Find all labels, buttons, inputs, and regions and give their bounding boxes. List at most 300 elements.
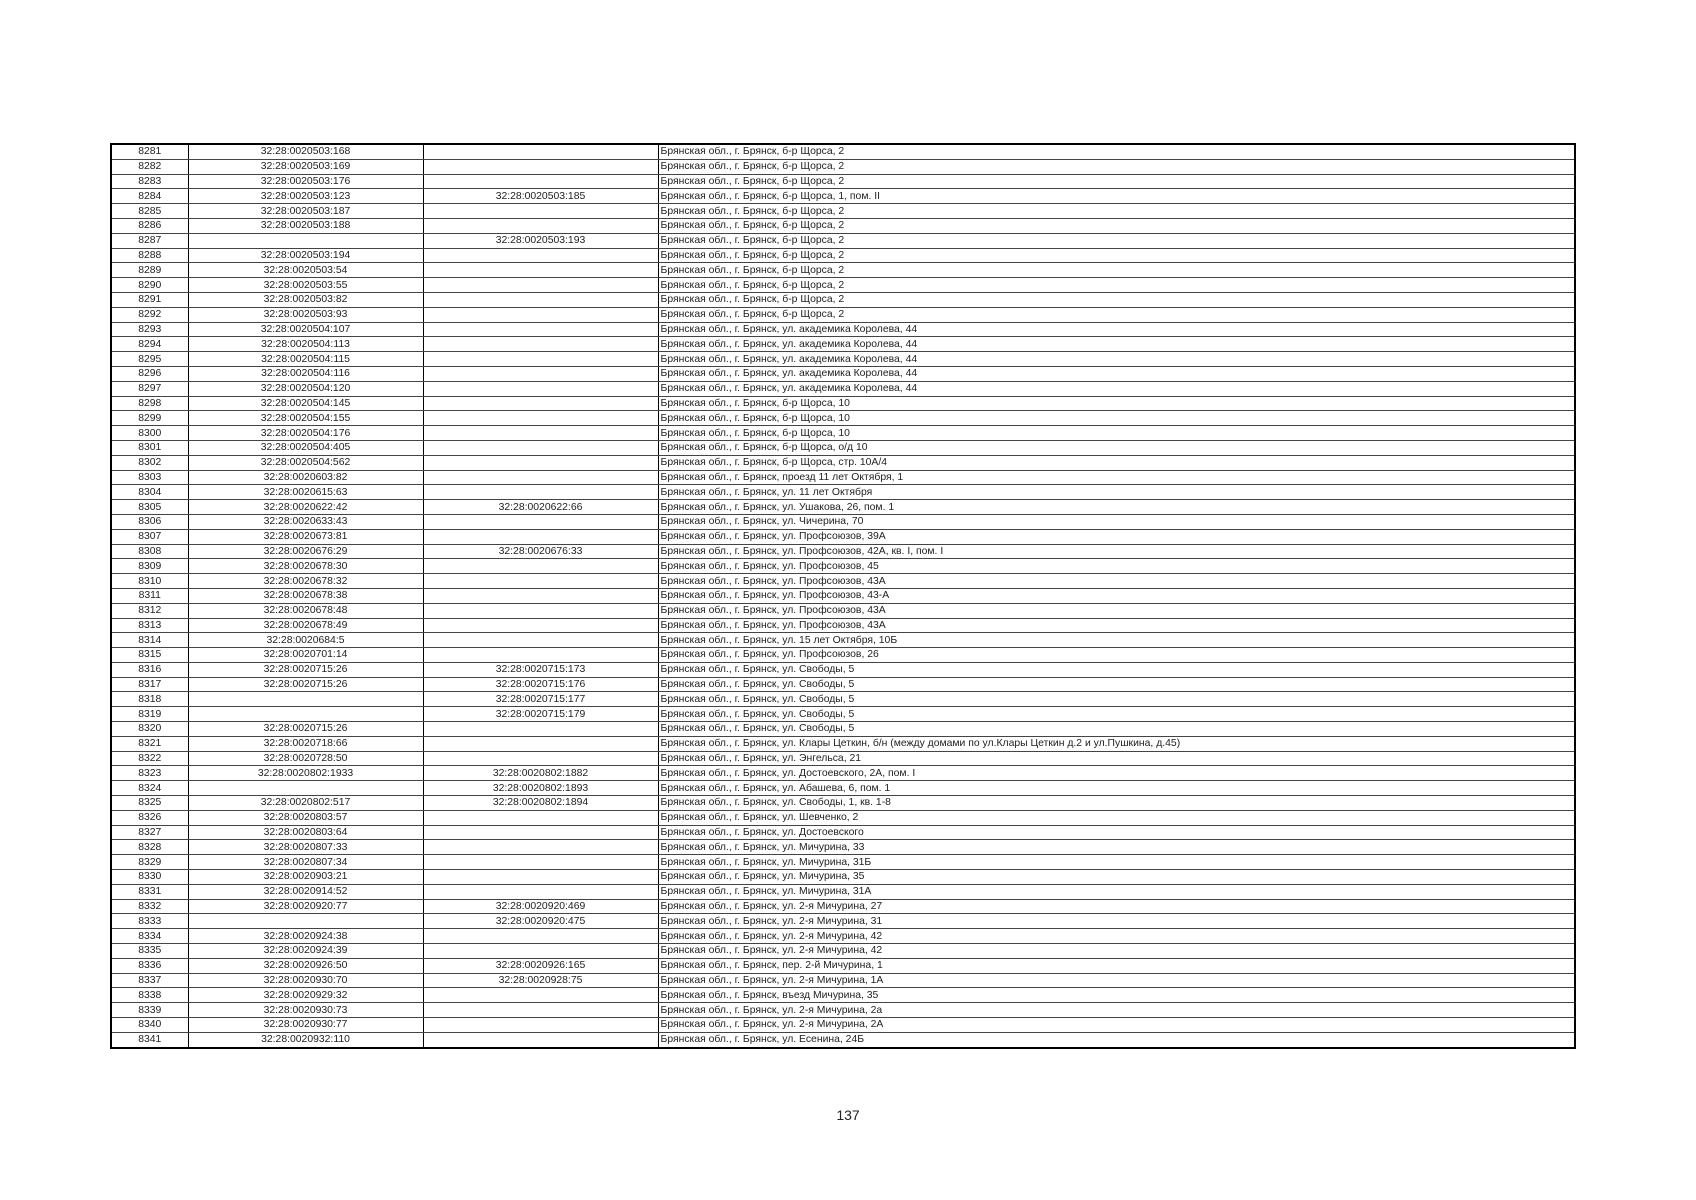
row-number-cell: 8316 (111, 662, 188, 677)
cadastral-number-cell: 32:28:0020603:82 (188, 470, 423, 485)
cadastral-number-cell: 32:28:0020684:5 (188, 633, 423, 648)
address-cell: Брянская обл., г. Брянск, ул. Профсоюзов, 43А (658, 574, 1575, 589)
related-cadastral-number-cell (423, 944, 658, 959)
related-cadastral-number-cell: 32:28:0020715:173 (423, 662, 658, 677)
related-cadastral-number-cell (423, 307, 658, 322)
row-number-cell: 8321 (111, 736, 188, 751)
table-row (111, 426, 1575, 441)
cadastral-number-cell: 32:28:0020914:52 (188, 884, 423, 899)
row-number-cell: 8299 (111, 411, 188, 426)
address-cell: Брянская обл., г. Брянск, б-р Щорса, о/д 10 (658, 440, 1575, 455)
related-cadastral-number-cell (423, 929, 658, 944)
row-number-cell: 8338 (111, 988, 188, 1003)
address-cell: Брянская обл., г. Брянск, ул. Мичурина, 31Б (658, 855, 1575, 870)
row-number-cell: 8306 (111, 514, 188, 529)
row-number-cell: 8305 (111, 500, 188, 515)
cadastral-number-cell: 32:28:0020920:77 (188, 899, 423, 914)
table-row (111, 322, 1575, 337)
related-cadastral-number-cell (423, 751, 658, 766)
row-number-cell: 8326 (111, 810, 188, 825)
cadastral-number-cell: 32:28:0020622:42 (188, 500, 423, 515)
related-cadastral-number-cell: 32:28:0020676:33 (423, 544, 658, 559)
row-number-cell: 8315 (111, 648, 188, 663)
table-row (111, 870, 1575, 885)
table-row (111, 648, 1575, 663)
cadastral-number-cell: 32:28:0020678:48 (188, 603, 423, 618)
cadastral-number-cell: 32:28:0020678:49 (188, 618, 423, 633)
related-cadastral-number-cell (423, 485, 658, 500)
table-row (111, 1032, 1575, 1047)
address-cell: Брянская обл., г. Брянск, б-р Щорса, 10 (658, 411, 1575, 426)
cadastral-number-cell: 32:28:0020924:38 (188, 929, 423, 944)
related-cadastral-number-cell: 32:28:0020715:176 (423, 677, 658, 692)
address-cell: Брянская обл., г. Брянск, ул. Свободы, 5 (658, 677, 1575, 692)
row-number-cell: 8302 (111, 455, 188, 470)
address-cell: Брянская обл., г. Брянск, ул. академика Королева, 44 (658, 322, 1575, 337)
row-number-cell: 8310 (111, 574, 188, 589)
related-cadastral-number-cell (423, 529, 658, 544)
row-number-cell: 8324 (111, 781, 188, 796)
row-number-cell: 8333 (111, 914, 188, 929)
row-number-cell: 8320 (111, 722, 188, 737)
cadastral-number-cell: 32:28:0020678:38 (188, 588, 423, 603)
table-row (111, 159, 1575, 174)
cadastral-number-cell: 32:28:0020802:1933 (188, 766, 423, 781)
table-row (111, 248, 1575, 263)
related-cadastral-number-cell (423, 988, 658, 1003)
table-row (111, 781, 1575, 796)
address-cell: Брянская обл., г. Брянск, ул. Абашева, 6, пом. 1 (658, 781, 1575, 796)
address-cell: Брянская обл., г. Брянск, б-р Щорса, 2 (658, 233, 1575, 248)
address-cell: Брянская обл., г. Брянск, ул. академика Королева, 44 (658, 337, 1575, 352)
row-number-cell: 8285 (111, 204, 188, 219)
related-cadastral-number-cell (423, 722, 658, 737)
cadastral-number-cell: 32:28:0020503:187 (188, 204, 423, 219)
row-number-cell: 8330 (111, 870, 188, 885)
related-cadastral-number-cell (423, 840, 658, 855)
row-number-cell: 8282 (111, 159, 188, 174)
cadastral-number-cell: 32:28:0020807:33 (188, 840, 423, 855)
cadastral-number-cell: 32:28:0020503:169 (188, 159, 423, 174)
cadastral-number-cell: 32:28:0020803:64 (188, 825, 423, 840)
cadastral-number-cell: 32:28:0020678:30 (188, 559, 423, 574)
cadastral-number-cell: 32:28:0020673:81 (188, 529, 423, 544)
cadastral-number-cell: 32:28:0020715:26 (188, 722, 423, 737)
cadastral-number-cell: 32:28:0020728:50 (188, 751, 423, 766)
table-row (111, 751, 1575, 766)
related-cadastral-number-cell (423, 1003, 658, 1018)
row-number-cell: 8303 (111, 470, 188, 485)
table-row (111, 633, 1575, 648)
row-number-cell: 8317 (111, 677, 188, 692)
related-cadastral-number-cell (423, 810, 658, 825)
address-cell: Брянская обл., г. Брянск, ул. Шевченко, 2 (658, 810, 1575, 825)
address-cell: Брянская обл., г. Брянск, ул. Клары Цеткин, б/н (между домами по ул.Клары Цеткин д.2 и ул.Пушкина, д.45) (658, 736, 1575, 751)
table-row (111, 485, 1575, 500)
address-cell: Брянская обл., г. Брянск, б-р Щорса, 2 (658, 159, 1575, 174)
related-cadastral-number-cell: 32:28:0020715:177 (423, 692, 658, 707)
address-cell: Брянская обл., г. Брянск, ул. Чичерина, 70 (658, 514, 1575, 529)
cadastral-number-cell: 32:28:0020701:14 (188, 648, 423, 663)
table-row (111, 736, 1575, 751)
cadastral-number-cell: 32:28:0020503:168 (188, 144, 423, 159)
cadastral-number-cell: 32:28:0020504:145 (188, 396, 423, 411)
table-row (111, 529, 1575, 544)
related-cadastral-number-cell (423, 470, 658, 485)
address-cell: Брянская обл., г. Брянск, ул. академика Королева, 44 (658, 381, 1575, 396)
cadastral-number-cell: 32:28:0020926:50 (188, 958, 423, 973)
table-row (111, 233, 1575, 248)
related-cadastral-number-cell (423, 455, 658, 470)
row-number-cell: 8335 (111, 944, 188, 959)
table-row (111, 929, 1575, 944)
address-cell: Брянская обл., г. Брянск, б-р Щорса, 2 (658, 218, 1575, 233)
address-cell: Брянская обл., г. Брянск, ул. Профсоюзов, 42А, кв. I, пом. I (658, 544, 1575, 559)
address-cell: Брянская обл., г. Брянск, ул. Свободы, 5 (658, 662, 1575, 677)
row-number-cell: 8311 (111, 588, 188, 603)
address-cell: Брянская обл., г. Брянск, ул. Профсоюзов, 43А (658, 603, 1575, 618)
related-cadastral-number-cell (423, 559, 658, 574)
cadastral-number-cell: 32:28:0020802:517 (188, 796, 423, 811)
address-cell: Брянская обл., г. Брянск, ул. Мичурина, 31А (658, 884, 1575, 899)
related-cadastral-number-cell (423, 574, 658, 589)
row-number-cell: 8286 (111, 218, 188, 233)
table-row (111, 381, 1575, 396)
related-cadastral-number-cell (423, 174, 658, 189)
address-cell: Брянская обл., г. Брянск, ул. 2-я Мичурина, 2А (658, 1018, 1575, 1033)
row-number-cell: 8291 (111, 292, 188, 307)
address-cell: Брянская обл., г. Брянск, ул. 2-я Мичурина, 42 (658, 929, 1575, 944)
address-cell: Брянская обл., г. Брянск, ул. Достоевского (658, 825, 1575, 840)
row-number-cell: 8329 (111, 855, 188, 870)
row-number-cell: 8339 (111, 1003, 188, 1018)
table-row (111, 440, 1575, 455)
related-cadastral-number-cell (423, 603, 658, 618)
related-cadastral-number-cell (423, 263, 658, 278)
related-cadastral-number-cell (423, 870, 658, 885)
row-number-cell: 8307 (111, 529, 188, 544)
table-row (111, 455, 1575, 470)
table-row (111, 810, 1575, 825)
table-row (111, 189, 1575, 204)
related-cadastral-number-cell: 32:28:0020503:185 (423, 189, 658, 204)
address-cell: Брянская обл., г. Брянск, пер. 2-й Мичурина, 1 (658, 958, 1575, 973)
table-row (111, 574, 1575, 589)
row-number-cell: 8313 (111, 618, 188, 633)
row-number-cell: 8284 (111, 189, 188, 204)
row-number-cell: 8312 (111, 603, 188, 618)
cadastral-number-cell: 32:28:0020504:107 (188, 322, 423, 337)
related-cadastral-number-cell (423, 514, 658, 529)
cadastral-number-cell: 32:28:0020930:77 (188, 1018, 423, 1033)
row-number-cell: 8309 (111, 559, 188, 574)
cadastral-number-cell: 32:28:0020504:176 (188, 426, 423, 441)
address-cell: Брянская обл., г. Брянск, ул. 2-я Мичурина, 27 (658, 899, 1575, 914)
row-number-cell: 8295 (111, 352, 188, 367)
cadastral-number-cell: 32:28:0020930:70 (188, 973, 423, 988)
related-cadastral-number-cell: 32:28:0020715:179 (423, 707, 658, 722)
cadastral-number-cell: 32:28:0020676:29 (188, 544, 423, 559)
row-number-cell: 8301 (111, 440, 188, 455)
related-cadastral-number-cell (423, 337, 658, 352)
table-row (111, 796, 1575, 811)
address-cell: Брянская обл., г. Брянск, ул. Достоевского, 2А, пом. I (658, 766, 1575, 781)
row-number-cell: 8287 (111, 233, 188, 248)
cadastral-number-cell (188, 233, 423, 248)
registry-table (110, 143, 1576, 1049)
row-number-cell: 8288 (111, 248, 188, 263)
table-row (111, 662, 1575, 677)
row-number-cell: 8289 (111, 263, 188, 278)
row-number-cell: 8336 (111, 958, 188, 973)
table-row (111, 766, 1575, 781)
row-number-cell: 8300 (111, 426, 188, 441)
address-cell: Брянская обл., г. Брянск, ул. 11 лет Октября (658, 485, 1575, 500)
address-cell: Брянская обл., г. Брянск, ул. Есенина, 24Б (658, 1032, 1575, 1047)
related-cadastral-number-cell (423, 381, 658, 396)
address-cell: Брянская обл., г. Брянск, ул. Профсоюзов, 43-А (658, 588, 1575, 603)
address-cell: Брянская обл., г. Брянск, б-р Щорса, стр. 10А/4 (658, 455, 1575, 470)
row-number-cell: 8332 (111, 899, 188, 914)
address-cell: Брянская обл., г. Брянск, б-р Щорса, 2 (658, 278, 1575, 293)
table-row (111, 855, 1575, 870)
cadastral-number-cell: 32:28:0020503:176 (188, 174, 423, 189)
row-number-cell: 8283 (111, 174, 188, 189)
related-cadastral-number-cell (423, 144, 658, 159)
address-cell: Брянская обл., г. Брянск, б-р Щорса, 10 (658, 426, 1575, 441)
table-row (111, 366, 1575, 381)
cadastral-number-cell: 32:28:0020803:57 (188, 810, 423, 825)
related-cadastral-number-cell (423, 884, 658, 899)
cadastral-number-cell: 32:28:0020504:405 (188, 440, 423, 455)
cadastral-number-cell: 32:28:0020503:93 (188, 307, 423, 322)
cadastral-number-cell: 32:28:0020633:43 (188, 514, 423, 529)
address-cell: Брянская обл., г. Брянск, ул. Мичурина, 35 (658, 870, 1575, 885)
related-cadastral-number-cell (423, 825, 658, 840)
related-cadastral-number-cell: 32:28:0020802:1882 (423, 766, 658, 781)
address-cell: Брянская обл., г. Брянск, б-р Щорса, 2 (658, 204, 1575, 219)
table-row (111, 603, 1575, 618)
table-row (111, 292, 1575, 307)
address-cell: Брянская обл., г. Брянск, ул. академика Королева, 44 (658, 352, 1575, 367)
address-cell: Брянская обл., г. Брянск, ул. Свободы, 1, кв. 1-8 (658, 796, 1575, 811)
address-cell: Брянская обл., г. Брянск, ул. 15 лет Октября, 10Б (658, 633, 1575, 648)
cadastral-number-cell: 32:28:0020924:39 (188, 944, 423, 959)
address-cell: Брянская обл., г. Брянск, ул. 2-я Мичурина, 31 (658, 914, 1575, 929)
table-row (111, 988, 1575, 1003)
related-cadastral-number-cell (423, 396, 658, 411)
related-cadastral-number-cell (423, 366, 658, 381)
cadastral-number-cell: 32:28:0020718:66 (188, 736, 423, 751)
table-row (111, 618, 1575, 633)
address-cell: Брянская обл., г. Брянск, ул. Свободы, 5 (658, 692, 1575, 707)
table-row (111, 470, 1575, 485)
address-cell: Брянская обл., г. Брянск, ул. Профсоюзов, 39А (658, 529, 1575, 544)
row-number-cell: 8293 (111, 322, 188, 337)
related-cadastral-number-cell: 32:28:0020920:469 (423, 899, 658, 914)
table-row (111, 337, 1575, 352)
related-cadastral-number-cell (423, 411, 658, 426)
row-number-cell: 8337 (111, 973, 188, 988)
cadastral-number-cell: 32:28:0020615:63 (188, 485, 423, 500)
cadastral-number-cell (188, 781, 423, 796)
related-cadastral-number-cell (423, 648, 658, 663)
row-number-cell: 8296 (111, 366, 188, 381)
address-cell: Брянская обл., г. Брянск, ул. Профсоюзов, 26 (658, 648, 1575, 663)
row-number-cell: 8290 (111, 278, 188, 293)
cadastral-number-cell: 32:28:0020715:26 (188, 677, 423, 692)
address-cell: Брянская обл., г. Брянск, ул. академика Королева, 44 (658, 366, 1575, 381)
related-cadastral-number-cell (423, 440, 658, 455)
address-cell: Брянская обл., г. Брянск, ул. Энгельса, 21 (658, 751, 1575, 766)
table-row (111, 307, 1575, 322)
address-cell: Брянская обл., г. Брянск, ул. Свободы, 5 (658, 722, 1575, 737)
table-row (111, 352, 1575, 367)
table-row (111, 973, 1575, 988)
table-row (111, 840, 1575, 855)
cadastral-number-cell (188, 914, 423, 929)
row-number-cell: 8292 (111, 307, 188, 322)
related-cadastral-number-cell (423, 352, 658, 367)
related-cadastral-number-cell (423, 1018, 658, 1033)
cadastral-number-cell: 32:28:0020503:123 (188, 189, 423, 204)
registry-table-body (111, 144, 1575, 1048)
related-cadastral-number-cell (423, 248, 658, 263)
related-cadastral-number-cell (423, 218, 658, 233)
row-number-cell: 8322 (111, 751, 188, 766)
table-row (111, 884, 1575, 899)
cadastral-number-cell: 32:28:0020504:116 (188, 366, 423, 381)
table-row (111, 411, 1575, 426)
cadastral-number-cell: 32:28:0020930:73 (188, 1003, 423, 1018)
cadastral-number-cell: 32:28:0020503:55 (188, 278, 423, 293)
address-cell: Брянская обл., г. Брянск, ул. 2-я Мичурина, 1А (658, 973, 1575, 988)
address-cell: Брянская обл., г. Брянск, ул. 2-я Мичурина, 42 (658, 944, 1575, 959)
address-cell: Брянская обл., г. Брянск, б-р Щорса, 1, пом. II (658, 189, 1575, 204)
cadastral-number-cell: 32:28:0020929:32 (188, 988, 423, 1003)
table-row (111, 559, 1575, 574)
table-row (111, 722, 1575, 737)
address-cell: Брянская обл., г. Брянск, б-р Щорса, 2 (658, 307, 1575, 322)
row-number-cell: 8340 (111, 1018, 188, 1033)
cadastral-number-cell: 32:28:0020503:54 (188, 263, 423, 278)
cadastral-number-cell: 32:28:0020503:194 (188, 248, 423, 263)
related-cadastral-number-cell: 32:28:0020802:1894 (423, 796, 658, 811)
related-cadastral-number-cell (423, 159, 658, 174)
table-row (111, 825, 1575, 840)
cadastral-number-cell: 32:28:0020715:26 (188, 662, 423, 677)
row-number-cell: 8297 (111, 381, 188, 396)
cadastral-number-cell: 32:28:0020504:155 (188, 411, 423, 426)
address-cell: Брянская обл., г. Брянск, ул. Профсоюзов, 43А (658, 618, 1575, 633)
row-number-cell: 8294 (111, 337, 188, 352)
table-row (111, 174, 1575, 189)
related-cadastral-number-cell (423, 855, 658, 870)
related-cadastral-number-cell: 32:28:0020503:193 (423, 233, 658, 248)
row-number-cell: 8331 (111, 884, 188, 899)
address-cell: Брянская обл., г. Брянск, ул. Мичурина, 33 (658, 840, 1575, 855)
cadastral-number-cell: 32:28:0020504:562 (188, 455, 423, 470)
table-row (111, 914, 1575, 929)
table-row (111, 514, 1575, 529)
address-cell: Брянская обл., г. Брянск, б-р Щорса, 2 (658, 292, 1575, 307)
related-cadastral-number-cell: 32:28:0020920:475 (423, 914, 658, 929)
related-cadastral-number-cell: 32:28:0020622:66 (423, 500, 658, 515)
related-cadastral-number-cell (423, 1032, 658, 1047)
address-cell: Брянская обл., г. Брянск, ул. 2-я Мичурина, 2а (658, 1003, 1575, 1018)
related-cadastral-number-cell (423, 618, 658, 633)
related-cadastral-number-cell (423, 278, 658, 293)
address-cell: Брянская обл., г. Брянск, б-р Щорса, 10 (658, 396, 1575, 411)
address-cell: Брянская обл., г. Брянск, б-р Щорса, 2 (658, 144, 1575, 159)
table-row (111, 204, 1575, 219)
address-cell: Брянская обл., г. Брянск, ул. Профсоюзов, 45 (658, 559, 1575, 574)
address-cell: Брянская обл., г. Брянск, б-р Щорса, 2 (658, 174, 1575, 189)
address-cell: Брянская обл., г. Брянск, б-р Щорса, 2 (658, 248, 1575, 263)
row-number-cell: 8319 (111, 707, 188, 722)
cadastral-number-cell: 32:28:0020903:21 (188, 870, 423, 885)
address-cell: Брянская обл., г. Брянск, ул. Свободы, 5 (658, 707, 1575, 722)
row-number-cell: 8328 (111, 840, 188, 855)
cadastral-number-cell: 32:28:0020932:110 (188, 1032, 423, 1047)
table-row (111, 396, 1575, 411)
table-row (111, 1003, 1575, 1018)
address-cell: Брянская обл., г. Брянск, проезд 11 лет Октября, 1 (658, 470, 1575, 485)
related-cadastral-number-cell: 32:28:0020928:75 (423, 973, 658, 988)
page-number: 137 (836, 1107, 860, 1123)
row-number-cell: 8327 (111, 825, 188, 840)
cadastral-number-cell (188, 707, 423, 722)
cadastral-number-cell: 32:28:0020503:82 (188, 292, 423, 307)
cadastral-number-cell: 32:28:0020503:188 (188, 218, 423, 233)
table-row (111, 944, 1575, 959)
cadastral-number-cell: 32:28:0020807:34 (188, 855, 423, 870)
address-cell: Брянская обл., г. Брянск, ул. Ушакова, 26, пом. 1 (658, 500, 1575, 515)
related-cadastral-number-cell (423, 633, 658, 648)
related-cadastral-number-cell (423, 204, 658, 219)
row-number-cell: 8325 (111, 796, 188, 811)
table-row (111, 692, 1575, 707)
row-number-cell: 8323 (111, 766, 188, 781)
table-row (111, 500, 1575, 515)
table-row (111, 677, 1575, 692)
row-number-cell: 8304 (111, 485, 188, 500)
related-cadastral-number-cell: 32:28:0020802:1893 (423, 781, 658, 796)
related-cadastral-number-cell (423, 588, 658, 603)
table-row (111, 263, 1575, 278)
table-row (111, 544, 1575, 559)
table-row (111, 588, 1575, 603)
row-number-cell: 8314 (111, 633, 188, 648)
related-cadastral-number-cell (423, 292, 658, 307)
related-cadastral-number-cell: 32:28:0020926:165 (423, 958, 658, 973)
row-number-cell: 8334 (111, 929, 188, 944)
related-cadastral-number-cell (423, 736, 658, 751)
cadastral-number-cell: 32:28:0020678:32 (188, 574, 423, 589)
table-row (111, 899, 1575, 914)
cadastral-number-cell: 32:28:0020504:115 (188, 352, 423, 367)
cadastral-number-cell: 32:28:0020504:120 (188, 381, 423, 396)
address-cell: Брянская обл., г. Брянск, въезд Мичурина, 35 (658, 988, 1575, 1003)
table-row (111, 218, 1575, 233)
row-number-cell: 8341 (111, 1032, 188, 1047)
address-cell: Брянская обл., г. Брянск, б-р Щорса, 2 (658, 263, 1575, 278)
related-cadastral-number-cell (423, 322, 658, 337)
cadastral-number-cell (188, 692, 423, 707)
table-row (111, 144, 1575, 159)
row-number-cell: 8318 (111, 692, 188, 707)
table-row (111, 958, 1575, 973)
